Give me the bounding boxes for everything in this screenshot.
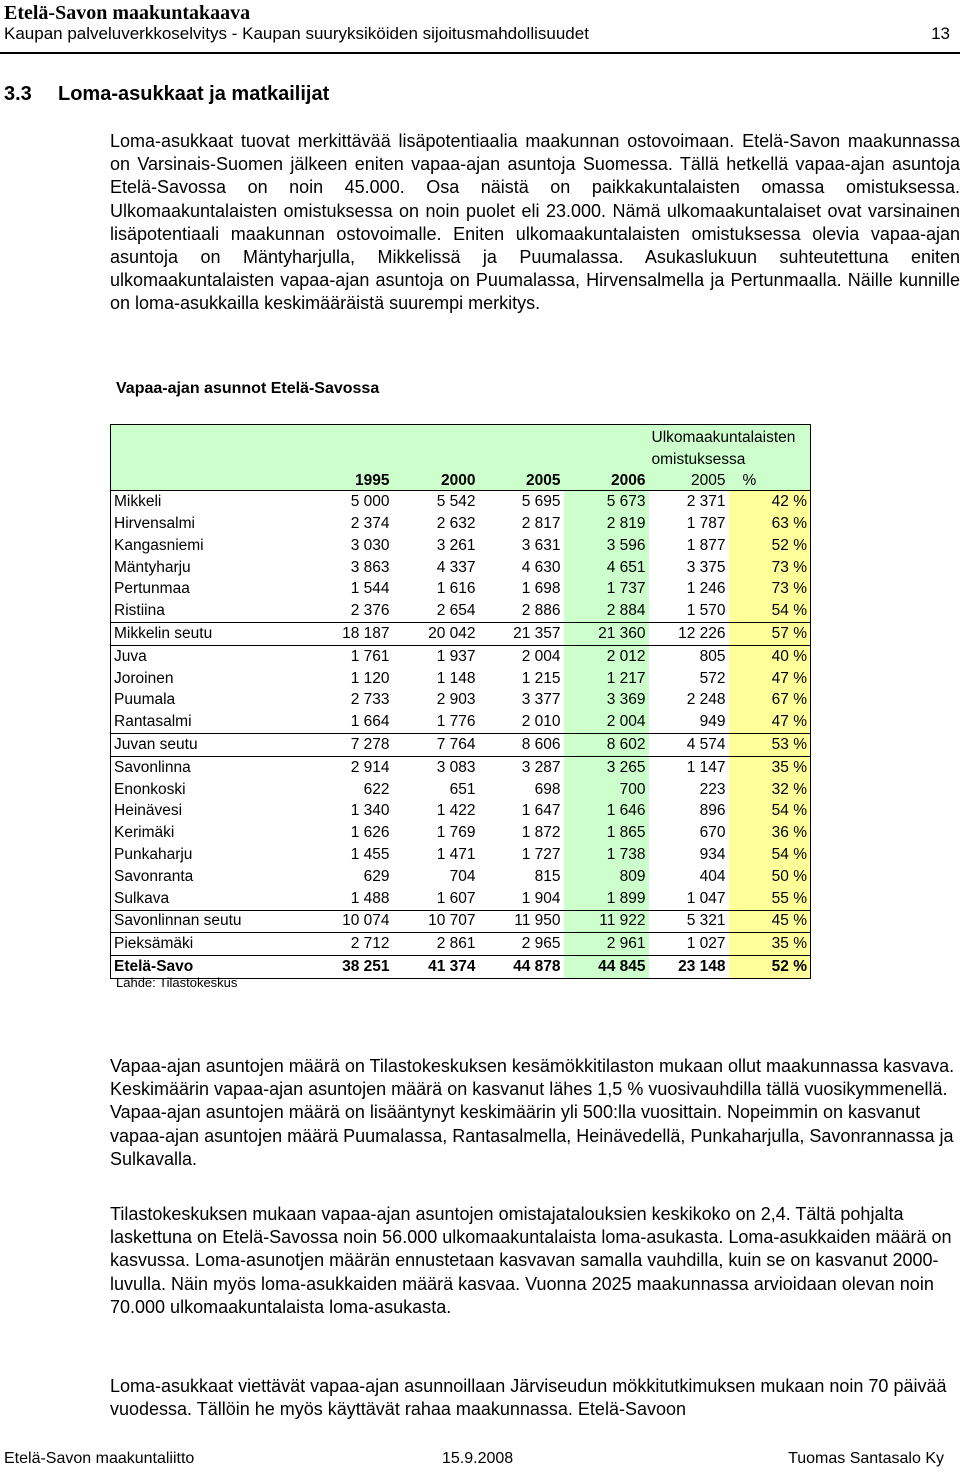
table-cell: 2 248 [686, 691, 726, 709]
table-cell: 1 340 [350, 802, 390, 820]
table-row [111, 910, 811, 933]
table-cell: 23 148 [649, 956, 729, 979]
table-cell: 809 [564, 866, 649, 888]
table-body [111, 425, 811, 979]
table-cell: 2 374 [350, 515, 390, 533]
table-row [111, 933, 811, 956]
table-cell: 1 646 [564, 801, 649, 823]
table-cell: 2 861 [393, 933, 479, 956]
section-number: 3.3 [4, 83, 32, 105]
document-header-subtitle-row [4, 24, 950, 44]
table-cell: 223 [699, 780, 726, 798]
table-cell: 73 % [729, 579, 811, 601]
row-label: Rantasalmi [111, 711, 306, 733]
table-cell: 2 819 [564, 513, 649, 535]
table-row [111, 779, 811, 801]
table-cell: 1 488 [350, 889, 390, 907]
table-cell: 12 226 [649, 623, 729, 646]
row-label: Pertunmaa [111, 579, 306, 601]
table-cell: 54 % [729, 600, 811, 622]
table-cell: 698 [534, 780, 561, 798]
table-cell: 700 [564, 779, 649, 801]
table-cell: 53 % [729, 734, 811, 757]
table-cell: 8 606 [479, 734, 564, 757]
table-row [111, 557, 811, 579]
table-cell: 45 % [729, 910, 811, 933]
row-label: Heinävesi [111, 801, 306, 823]
table-cell: 42 % [729, 491, 811, 513]
table-cell: 1 455 [350, 846, 390, 864]
table-header-row-2 [111, 447, 811, 469]
table-cell: 1 865 [564, 822, 649, 844]
row-label: Etelä-Savo [111, 956, 306, 979]
table-cell: 36 % [729, 822, 811, 844]
header-divider [0, 52, 960, 54]
table-cell: 651 [449, 780, 476, 798]
col-header-2005: 2005 [479, 469, 564, 491]
table-cell: 2 914 [306, 756, 393, 778]
table-cell: 5 542 [436, 493, 476, 511]
group-header-foreign-owned: Ulkomaakuntalaisten [649, 425, 811, 447]
table-cell: 55 % [729, 888, 811, 910]
table-row [111, 600, 811, 622]
document-footer [4, 1450, 944, 1468]
row-label: Kerimäki [111, 822, 306, 844]
table-cell: 704 [449, 867, 476, 885]
table-row [111, 491, 811, 513]
table-cell: 4 651 [564, 557, 649, 579]
table-row [111, 623, 811, 646]
table-cell: 5 695 [521, 493, 561, 511]
table-cell: 52 % [729, 535, 811, 557]
footer-organisation: Etelä-Savon maakuntaliitto [4, 1450, 195, 1467]
table-cell: 805 [649, 645, 729, 667]
document-subtitle: Kaupan palveluverkkoselvitys - Kaupan suuryksiköiden sijoitusmahdollisuudet [4, 24, 589, 43]
table-cell: 1 937 [393, 645, 479, 667]
table-caption: Vapaa-ajan asunnot Etelä-Savossa [116, 380, 380, 397]
table-row [111, 513, 811, 535]
table-cell: 3 265 [564, 756, 649, 778]
table-cell: 2 654 [436, 602, 476, 620]
table-cell: 2 010 [521, 713, 561, 731]
col-header-2000: 2000 [393, 469, 479, 491]
table-cell: 21 357 [479, 623, 564, 646]
table-cell: 629 [363, 867, 390, 885]
row-label: Savonranta [111, 866, 306, 888]
row-label: Pieksämäki [111, 933, 306, 956]
table-cell: 1 776 [436, 713, 476, 731]
table-cell: 1 607 [436, 889, 476, 907]
row-label: Juva [111, 645, 306, 667]
table-cell: 2 884 [564, 600, 649, 622]
table-cell: 949 [699, 713, 726, 731]
row-label: Mikkeli [111, 491, 306, 513]
table-cell: 35 % [729, 756, 811, 778]
table-cell: 815 [534, 867, 561, 885]
table-row [111, 668, 811, 690]
table-row [111, 690, 811, 712]
table-cell: 2 733 [350, 691, 390, 709]
table-cell: 1 047 [686, 889, 726, 907]
table-cell: 5 673 [564, 491, 649, 513]
table-cell: 44 845 [564, 956, 649, 979]
table-row [111, 734, 811, 757]
table-row [111, 822, 811, 844]
table-cell: 1 664 [350, 713, 390, 731]
table-cell: 1 769 [436, 824, 476, 842]
col-header-foreign-2005: 2005 [649, 469, 729, 491]
table-cell: 38 251 [306, 956, 393, 979]
table-cell: 670 [699, 824, 726, 842]
table-header-row-1 [111, 425, 811, 447]
table-cell: 1 738 [564, 844, 649, 866]
table-cell: 1 877 [686, 536, 726, 554]
row-label: Ristiina [111, 600, 306, 622]
table-cell: 3 596 [564, 535, 649, 557]
table-cell: 35 % [729, 933, 811, 956]
table-cell: 7 764 [393, 734, 479, 757]
table-cell: 50 % [729, 866, 811, 888]
table-cell: 3 377 [521, 691, 561, 709]
table-cell: 7 278 [306, 734, 393, 757]
table-cell: 3 030 [350, 536, 390, 554]
row-label: Mäntyharju [111, 557, 306, 579]
table-cell: 2 903 [436, 691, 476, 709]
table-cell: 896 [699, 802, 726, 820]
table-cell: 4 574 [649, 734, 729, 757]
document-header-title: Etelä-Savon maakuntakaava [4, 2, 251, 24]
table-cell: 40 % [729, 645, 811, 667]
table-cell: 3 369 [564, 690, 649, 712]
table-cell: 1 422 [436, 802, 476, 820]
table-cell: 47 % [729, 711, 811, 733]
table-cell: 1 027 [649, 933, 729, 956]
row-label: Juvan seutu [111, 734, 306, 757]
row-label: Punkaharju [111, 844, 306, 866]
table-cell: 10 707 [393, 910, 479, 933]
row-label: Kangasniemi [111, 535, 306, 557]
table-row [111, 711, 811, 733]
table-cell: 54 % [729, 844, 811, 866]
table-cell: 1 698 [521, 580, 561, 598]
table-row [111, 756, 811, 778]
table-cell: 2 712 [306, 933, 393, 956]
table-cell: 2 004 [479, 645, 564, 667]
table-cell: 4 337 [436, 558, 476, 576]
table-row [111, 801, 811, 823]
table-cell: 1 899 [564, 888, 649, 910]
group-header-line2: omistuksessa [649, 447, 811, 469]
table-cell: 1 120 [350, 669, 390, 687]
section-title: Loma-asukkaat ja matkailijat [58, 83, 330, 105]
table-cell: 1 904 [521, 889, 561, 907]
table-cell: 934 [699, 846, 726, 864]
table-cell: 11 922 [564, 910, 649, 933]
table-cell: 47 % [729, 668, 811, 690]
table-cell: 18 187 [306, 623, 393, 646]
table-cell: 63 % [729, 513, 811, 535]
table-cell: 1 217 [564, 668, 649, 690]
col-header-2006: 2006 [564, 469, 649, 491]
table-cell: 572 [699, 669, 726, 687]
header-spacer [111, 425, 306, 447]
table-cell: 1 147 [649, 756, 729, 778]
table-cell: 3 287 [479, 756, 564, 778]
table-row [111, 888, 811, 910]
table-cell: 2 632 [436, 515, 476, 533]
row-label: Joroinen [111, 668, 306, 690]
page-number: 13 [931, 24, 950, 43]
table-header-row-3 [111, 469, 811, 491]
table-cell: 5 000 [350, 493, 390, 511]
section-heading [4, 83, 329, 106]
table-cell: 3 375 [686, 558, 726, 576]
row-label: Puumala [111, 690, 306, 712]
table-cell: 67 % [729, 690, 811, 712]
row-label: Mikkelin seutu [111, 623, 306, 646]
col-header-1995: 1995 [306, 469, 393, 491]
table-cell: 1 626 [350, 824, 390, 842]
table-cell: 2 817 [521, 515, 561, 533]
table-cell: 73 % [729, 557, 811, 579]
table-cell: 2 965 [479, 933, 564, 956]
table-cell: 41 374 [393, 956, 479, 979]
table-cell: 1 616 [436, 580, 476, 598]
table-source: Lähde: Tilastokeskus [116, 975, 238, 990]
paragraph-days-spent: Loma-asukkaat viettävät vapaa-ajan asunnoillaan Järviseudun mökkitutkimuksen mukaan noin 70 päivää vuodessa. Tällöin he myös käyttävät rahaa maakunnassa. Etelä-Savoon [110, 1376, 947, 1420]
table-cell: 3 631 [521, 536, 561, 554]
table-cell: 1 787 [686, 515, 726, 533]
table-cell: 1 544 [350, 580, 390, 598]
table-cell: 2 371 [686, 493, 726, 511]
table-cell: 3 083 [393, 756, 479, 778]
table-cell: 1 872 [521, 824, 561, 842]
table-cell: 52 % [729, 956, 811, 979]
table-cell: 1 471 [436, 846, 476, 864]
table-cell: 1 570 [686, 602, 726, 620]
table-cell: 2 004 [564, 711, 649, 733]
table-cell: 32 % [729, 779, 811, 801]
table-cell: 20 042 [393, 623, 479, 646]
paragraph-growth: Vapaa-ajan asuntojen määrä on Tilastokeskuksen kesämökkitilaston mukaan ollut maakunnassa kasvava. Keskimäärin vapaa-ajan asuntojen määrä on kasvanut lähes 1,5 % vuosivauhdilla tällä vuosikymmenellä. Vapaa-ajan asuntojen määrä on lisääntynyt keskimäärin yli 500:lla vuosittain. Nopeimmin on kasvanut vapaa-ajan asuntojen määrä Puumalassa, Rantasalmella, Heinävedellä, Punkaharjulla, Savonrannassa ja Sulkavalla. [110, 1056, 955, 1169]
footer-date: 15.9.2008 [442, 1450, 514, 1467]
table-cell: 2 961 [564, 933, 649, 956]
table-row [111, 645, 811, 667]
table-row [111, 535, 811, 557]
table-cell: 2 012 [564, 645, 649, 667]
row-label: Hirvensalmi [111, 513, 306, 535]
table-cell: 1 215 [521, 669, 561, 687]
table-cell: 1 737 [564, 579, 649, 601]
table-cell: 2 886 [521, 602, 561, 620]
table-cell: 8 602 [564, 734, 649, 757]
table-cell: 622 [363, 780, 390, 798]
table-cell: 5 321 [649, 910, 729, 933]
row-label: Enonkoski [111, 779, 306, 801]
footer-author: Tuomas Santasalo Ky [788, 1450, 944, 1467]
table-cell: 1 647 [521, 802, 561, 820]
table-cell: 3 863 [350, 558, 390, 576]
table-cell: 57 % [729, 623, 811, 646]
table-cell: 2 376 [350, 602, 390, 620]
table-cell: 21 360 [564, 623, 649, 646]
col-header-percent: % [729, 469, 811, 491]
paragraph-household-size: Tilastokeskuksen mukaan vapaa-ajan asuntojen omistajatalouksien keskikoko on 2,4. Tältä pohjalta laskettuna on Etelä-Savossa noin 56.000 ulkomaakuntalaista loma-asukasta. Loma-asukkaiden määrä on kasvussa. Loma-asunotjen määrän ennustetaan kasvavan samalla vauhdilla, kuin se on kasvanut 2000-luvulla. Näin myös loma-asukkaiden määrä kasvaa. Vuonna 2025 maakunnassa arvioidaan olevan noin 70.000 ulkomaakuntalaista loma-asukasta. [110, 1204, 952, 1317]
table-cell: 44 878 [479, 956, 564, 979]
table-cell: 1 148 [436, 669, 476, 687]
table-cell: 404 [699, 867, 726, 885]
row-label: Sulkava [111, 888, 306, 910]
table-cell: 3 261 [436, 536, 476, 554]
holiday-homes-table [110, 424, 811, 979]
table-cell: 1 727 [521, 846, 561, 864]
table-row [111, 579, 811, 601]
table-cell: 1 246 [686, 580, 726, 598]
table-cell: 1 761 [306, 645, 393, 667]
table-row [111, 866, 811, 888]
table-row [111, 844, 811, 866]
row-label: Savonlinnan seutu [111, 910, 306, 933]
table-cell: 54 % [729, 801, 811, 823]
paragraph-intro: Loma-asukkaat tuovat merkittävää lisäpotentiaalia maakunnan ostovoimaan. Etelä-Savon maakunnassa on Varsinais-Suomen jälkeen eniten vapaa-ajan asuntoja Suomessa. Tällä hetkellä vapaa-ajan asuntoja Etelä-Savossa on noin 45.000. Osa näistä on paikkakuntalaisten omassa omistuksessa. Ulkomaakuntalaisten omistuksessa on noin puolet eli 23.000. Nämä ulkomaakuntalaiset ovat varsinainen lisäpotentiaali maakunnan ostovoimalle. Eniten ulkomaakuntalaisten omistuksessa olevia vapaa-ajan asuntoja on Mäntyharjulla, Mikkelissä ja Puumalassa. Asukaslukuun suhteutettuna eniten ulkomaakuntalaisten vapaa-ajan asuntoja on Puumalassa, Hirvensalmella ja Pertunmaalla. Näille kunnille on loma-asukkailla keskimääräistä suurempi merkitys. [110, 131, 960, 314]
table-cell: 10 074 [306, 910, 393, 933]
table-cell: 11 950 [479, 910, 564, 933]
row-label: Savonlinna [111, 756, 306, 778]
table-cell: 4 630 [521, 558, 561, 576]
